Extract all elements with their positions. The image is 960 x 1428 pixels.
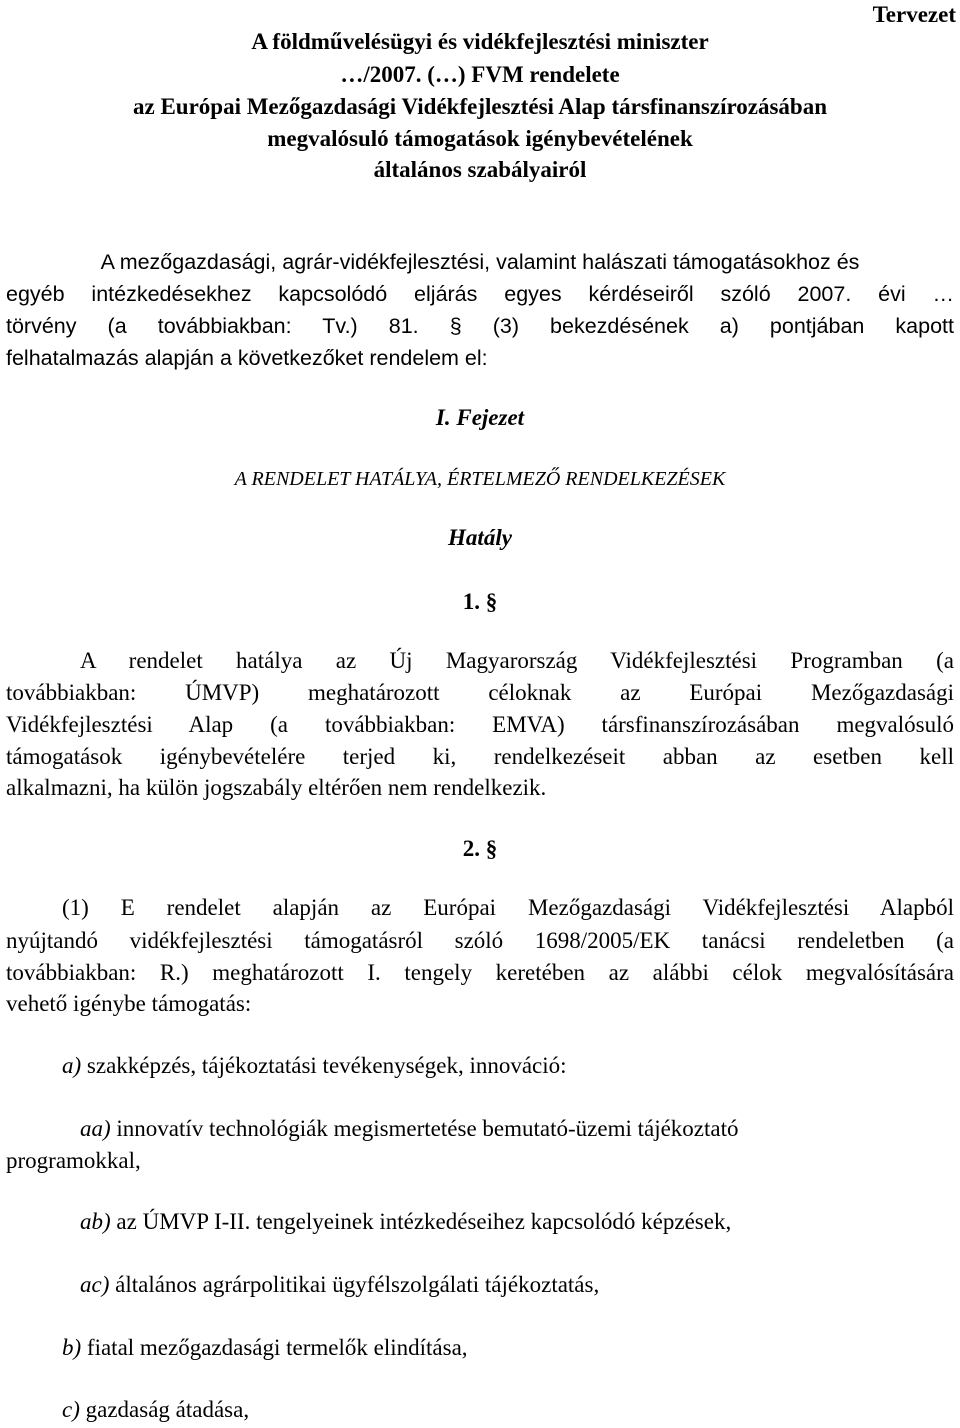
section-2-line-2: nyújtandó vidékfejlesztési támogatásról szóló 1698/2005/EK tanácsi rendeletben (a (6, 928, 954, 953)
list-item-text: az ÚMVP I-II. tengelyeinek intézkedéseihez kapcsolódó képzések, (116, 1209, 732, 1234)
preamble-line-3: törvény (a továbbiakban: Tv.) 81. § (3) bekezdésének a) pontjában kapott (6, 314, 954, 338)
list-item-aa (80, 1116, 739, 1142)
chapter-subtitle: Hatály (448, 525, 512, 550)
list-item-text: általános agrárpolitikai ügyfélszolgálati tájékoztatás, (115, 1272, 600, 1297)
list-item-aa-continuation: programokkal, (6, 1148, 141, 1173)
preamble-line-4: felhatalmazás alapján a következőket rendelem el: (6, 346, 488, 370)
section-2-line-3: továbbiakban: R.) meghatározott I. tengely keretében az alábbi célok megvalósítására (6, 960, 954, 985)
list-item-ac (80, 1272, 599, 1298)
list-item-label: ab) (80, 1209, 111, 1234)
title-line-3: az Európai Mezőgazdasági Vidékfejlesztési Alap társfinanszírozásában (132, 94, 828, 119)
title-line-1: A földművelésügyi és vidékfejlesztési miniszter (251, 29, 709, 54)
list-item-label: a) (62, 1053, 82, 1078)
list-item-label: b) (62, 1335, 82, 1360)
section-2-line-4: vehető igénybe támogatás: (6, 991, 252, 1016)
list-item-a (62, 1053, 567, 1079)
preamble-line-1: A mezőgazdasági, agrár-vidékfejlesztési, valamint halászati támogatásokhoz és (100, 250, 860, 274)
list-item-label: c) (62, 1397, 80, 1422)
title-line-2: …/2007. (…) FVM rendelete (340, 62, 620, 87)
section-2-line-1: (1) E rendelet alapján az Európai Mezőgazdasági Vidékfejlesztési Alapból (62, 895, 954, 920)
list-item-label: ac) (80, 1272, 110, 1297)
list-item-text: szakképzés, tájékoztatási tevékenységek, innováció: (86, 1053, 567, 1078)
section-1-line-3: Vidékfejlesztési Alap (a továbbiakban: EMVA) társfinanszírozásában megvalósuló (6, 712, 954, 737)
list-item-b (62, 1335, 468, 1361)
section-1-line-1: A rendelet hatálya az Új Magyarország Vidékfejlesztési Programban (a (80, 648, 954, 673)
list-item-text: fiatal mezőgazdasági termelők elindítása, (86, 1335, 468, 1360)
title-line-4: megvalósuló támogatások igénybevételének (267, 126, 693, 151)
chapter-title: A RENDELET HATÁLYA, ÉRTELMEZŐ RENDELKEZÉSEK (234, 468, 726, 490)
section-1-line-5: alkalmazni, ha külön jogszabály eltérően nem rendelkezik. (6, 775, 547, 800)
list-item-label: aa) (80, 1116, 111, 1141)
list-item-text: gazdaság átadása, (85, 1397, 250, 1422)
section-2-number: 2. § (462, 836, 498, 861)
list-item-c (62, 1397, 249, 1423)
section-1-number: 1. § (462, 589, 498, 614)
chapter-number: I. Fejezet (435, 405, 525, 430)
title-line-5: általános szabályairól (373, 157, 587, 182)
draft-label: Tervezet (872, 2, 956, 27)
section-1-line-2: továbbiakban: ÚMVP) meghatározott céloknak az Európai Mezőgazdasági (6, 680, 954, 705)
section-1-line-4: támogatások igénybevételére terjed ki, rendelkezéseit abban az esetben kell (6, 744, 954, 769)
list-item-text: innovatív technológiák megismertetése bemutató-üzemi tájékoztató (116, 1116, 739, 1141)
list-item-ab (80, 1209, 731, 1235)
preamble-line-2: egyéb intézkedésekhez kapcsolódó eljárás egyes kérdéseiről szóló 2007. évi … (6, 282, 954, 306)
